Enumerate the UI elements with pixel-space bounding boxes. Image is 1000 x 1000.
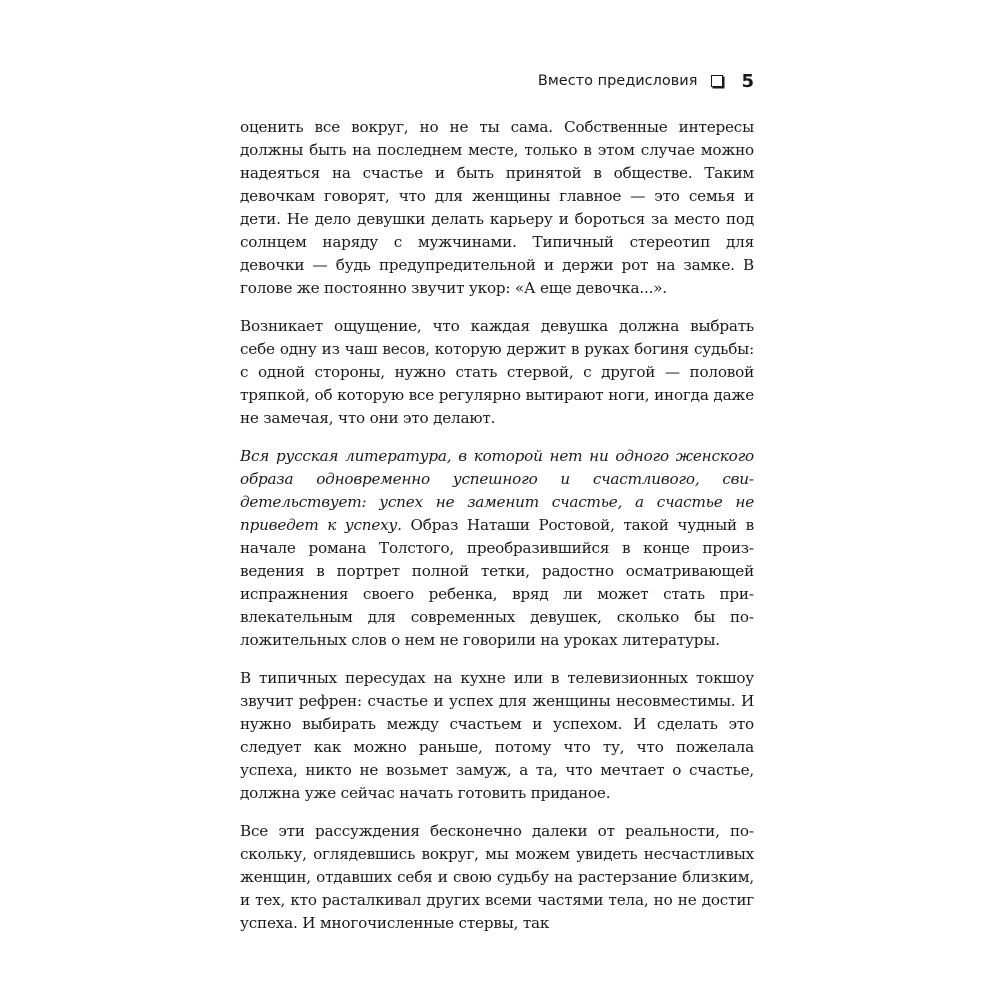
paragraph-1: оценить все вокруг, но не ты сама. Собственные интересы должны быть на последнем месте, только в этом случае можно надеяться на счастье и быть принятой в обществе. Таким девочкам говорят, что для женщины главное — это семья и дети. Не дело девушки делать карьеру и бороться за место под солнцем наряду с мужчинами. Типичный стереотип для девочки — будь предупредительной и держи рот на замке. В голове же постоянно звучит укор: «А еще девочка...». [240, 118, 754, 297]
paragraph-3: Вся русская литература, в которой нет ни одного женского образа одновременно успешного и счастливого, свидетельствует: успех не заменит счастье, а счастье не приведет к успеху. Образ Наташи Ростовой, такой чудный в начале романа Толстого, преобразившийся в конце произведения в портрет полной тетки, радостно осматривающей испражнения своего ребенка, вряд ли может стать привлекательным для современных девушек, сколько бы положительных слов о нем не говорили на уроках литературы. [240, 447, 754, 649]
page-number: 5 [741, 70, 754, 92]
italic-quote: Вся русская литература, в которой нет ни одного женского образа одновременно успешного и счастливого, свидетельствует: успех не заменит счастье, а счастье не приведет к успеху. [240, 447, 754, 534]
running-header [240, 68, 754, 94]
square-bullet-icon [711, 75, 723, 87]
paragraph-5: Все эти рассуждения бесконечно далеки от реальности, поскольку, оглядевшись вокруг, мы можем увидеть несчастливых женщин, отдавших себя и свою судьбу на растерзание близким, и тех, кто расталкивал других всеми частями тела, но не достиг успеха. И многочисленные стервы, так [240, 822, 754, 932]
paragraph-4: В типичных пересудах на кухне или в телевизионных токшоу звучит рефрен: счастье и успех для женщины несовместимы. И нужно выбирать между счастьем и успехом. И сделать это следует как можно раньше, потому что ту, что пожелала успеха, никто не возьмет замуж, а та, что мечтает о счастье, должна уже сейчас начать готовить приданое. [240, 669, 754, 802]
section-title: Вместо предисловия [537, 73, 698, 89]
body-text [240, 116, 754, 950]
paragraph-2: Возникает ощущение, что каждая девушка должна выбрать себе одну из чаш весов, которую держит в руках богиня судьбы: с одной стороны, нужно стать стервой, с другой — половой тряпкой, об которую все регулярно вытирают ноги, иногда даже не замечая, что они это делают. [240, 317, 754, 427]
